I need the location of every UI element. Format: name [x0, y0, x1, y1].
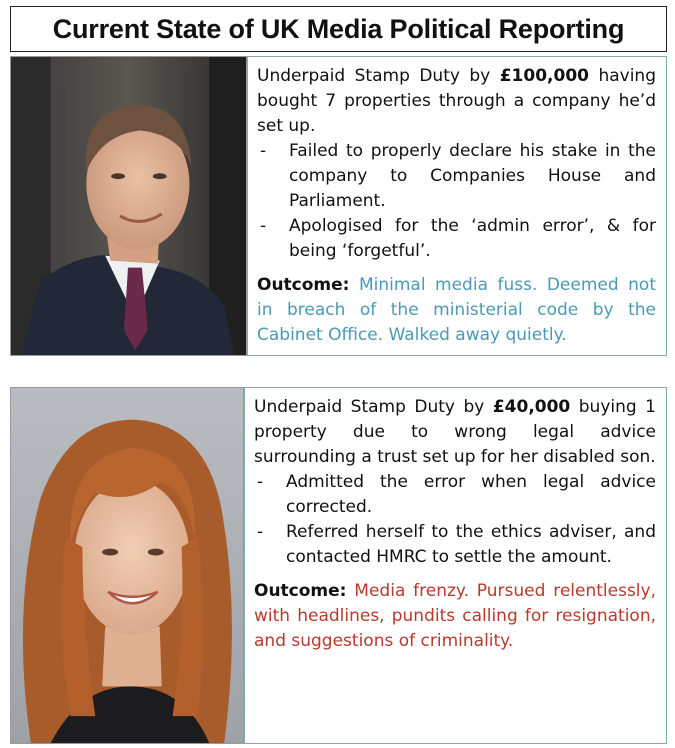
amount-text: £100,000 — [499, 66, 589, 86]
outcome-paragraph — [257, 273, 656, 348]
page-title: Current State of UK Media Political Reporting — [52, 13, 625, 44]
bullet-list — [254, 470, 656, 570]
outcome-label: Outcome: — [254, 581, 347, 601]
bullet-list — [257, 139, 656, 264]
outcome-text: Media frenzy. Pursued relentlessly, with headlines, pundits calling for resignation, and suggestions of criminality. — [254, 581, 656, 651]
amount-text: £40,000 — [492, 397, 571, 417]
bullet-item: - Failed to properly declare his stake in the company to Companies House and Parliament. — [257, 139, 656, 214]
case-text-box — [244, 387, 667, 744]
woman-portrait-photo — [10, 387, 244, 744]
case-intro — [257, 64, 656, 139]
intro-text: Underpaid Stamp Duty by — [254, 397, 493, 417]
man-portrait-photo — [10, 56, 247, 356]
bullet-item: - Apologised for the ‘admin error’, & for being ‘forgetful’. — [257, 214, 656, 264]
intro-text-continued: buying 1 property due to wrong legal advice surrounding a trust set up for her disabled son. — [254, 397, 656, 467]
bullet-item: - Admitted the error when legal advice corrected. — [254, 470, 656, 520]
outcome-label: Outcome: — [257, 275, 350, 295]
outcome-text: Minimal media fuss. Deemed not in breach of the ministerial code by the Cabinet Office. Walked away quietly. — [257, 275, 656, 345]
title-box — [10, 6, 667, 52]
bullet-item: - Referred herself to the ethics adviser, and contacted HMRC to settle the amount. — [254, 520, 656, 570]
case-text-box — [247, 56, 667, 356]
case-intro — [254, 395, 656, 470]
intro-text: Underpaid Stamp Duty by — [257, 66, 500, 86]
outcome-paragraph — [254, 579, 656, 654]
intro-text-continued: having bought 7 properties through a company he’d set up. — [257, 66, 656, 136]
